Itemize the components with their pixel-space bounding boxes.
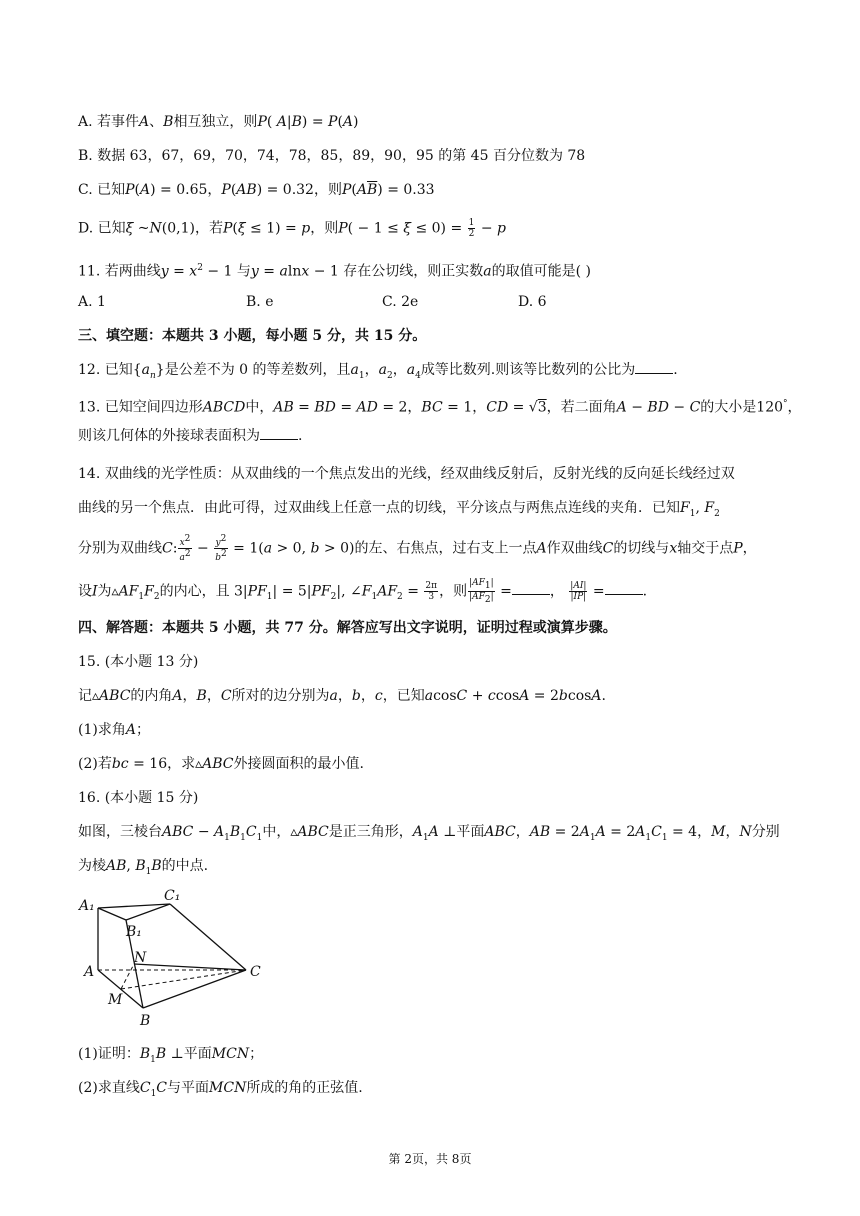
label-m: M <box>108 992 123 1008</box>
edge-mc-hidden <box>121 970 246 989</box>
q13-stem: 13. 已知空间四边形ABCD中，AB = BD = AD = 2，BC = 1，CD = √3，若二面角A − BD − C的大小是120°， <box>78 399 802 416</box>
section-4-title: 四、解答题：本题共 5 小题，共 77 分。解答应写出文字说明，证明过程或演算步骤。 <box>78 620 617 636</box>
q16-stem-line1: 如图，三棱台ABC − $A_1B_1C_1$中，▵ABC是正三角形，$A_1A$ ⊥平面ABC，AB = $2A_1A = 2A_1C_1 = 4$，M，N分别 <box>78 824 780 843</box>
q14-line2: 曲线的另一个焦点．由此可得，过双曲线上任意一点的切线，平分该点与两焦点连线的夹角．已知$F_1$, $F_2$ <box>78 500 720 519</box>
label-b1: B₁ <box>126 924 142 940</box>
edge-mn-hidden <box>121 964 134 989</box>
q11-option-d: D. 6 <box>518 294 547 310</box>
label-n: N <box>134 950 147 966</box>
q11-option-c: C. 2e <box>382 294 419 310</box>
label-a: A <box>84 964 95 980</box>
page-footer: 第 2页，共 8页 <box>388 1152 472 1166</box>
q14-line1: 14. 双曲线的光学性质：从双曲线的一个焦点发出的光线，经双曲线反射后，反射光线的反向延长线经过双 <box>78 466 735 482</box>
q10-option-b: B. 数据 63，67，69，70，74，78，85，89，90，95 的第 45 百分位数为 78 <box>78 148 586 164</box>
label-c: C <box>250 964 261 980</box>
q13-line2: 则该几何体的外接球表面积为 . <box>78 428 303 444</box>
edge-bc <box>143 970 246 1008</box>
q15-header: 15. (本小题 13 分) <box>78 654 199 670</box>
label-a1: A₁ <box>79 898 95 914</box>
q10-option-d: D. 已知ξ ~N(0,1)，若P(ξ ≤ 1) = p，则P( − 1 ≤ ξ ≤ 0) = $\frac{1}{2}$ − p <box>78 218 506 239</box>
q10-option-c: C. 已知P(A) = 0.65，P(AB) = 0.32，则$P(A\overline{B}) = 0.33$ <box>78 182 435 198</box>
q16-stem-line2: 为棱AB, $B_1B$的中点. <box>78 858 209 877</box>
edge-c1c <box>170 904 246 970</box>
edge-nc <box>134 964 246 970</box>
q12-stem: 12. 已知$\{a_n\}$是公差不为 0 的等差数列，且$a_1$，$a_2$，$a_4$成等比数列.则该等比数列的公比为 . <box>78 362 678 381</box>
q11-option-b: B. e <box>246 294 274 310</box>
q11-option-a: A. 1 <box>78 294 106 310</box>
q14-line4: 设I为$▵AF_1F_2$的内心，且 $3|PF_1| = 5|PF_2|$, $\angle F_1AF_2$ = $\frac{2\pi}{3}$ ，则 $\frac{|AF_1|}{|AF_2|}$ = ， $\frac{|AI|}{|IP|}$ = . <box>78 578 648 605</box>
edge-a1b1 <box>98 908 126 920</box>
figure-hidden-edges <box>98 964 246 989</box>
q10-option-a: A. 若事件A、B相互独立，则P( A|B) = P(A) <box>78 114 359 130</box>
q16-part2: (2)求直线$C_1C$与平面MCN所成的角的正弦值. <box>78 1080 363 1099</box>
q14-line3: 分别为双曲线C: $\frac{x^2}{a^2}$ − $\frac{y^2}{b^2}$ = 1(a > 0, b > 0)的左、右焦点，过右支上一点A作双曲线C的切线与x轴交于点P， <box>78 534 757 563</box>
q16-part1: (1)证明：$B_1B$ ⊥平面MCN； <box>78 1046 264 1065</box>
label-b: B <box>140 1013 151 1029</box>
q15-part2: (2)若bc = 16，求▵ABC外接圆面积的最小值. <box>78 756 364 772</box>
q16-header: 16. (本小题 15 分) <box>78 790 199 806</box>
q15-part1: (1)求角A； <box>78 722 150 738</box>
q15-stem: 记▵ABC的内角A，B，C所对的边分别为a，b，c，已知acosC + ccosA = 2bcosA. <box>78 688 606 704</box>
frustum-figure <box>76 888 276 1038</box>
label-c1: C₁ <box>164 888 181 904</box>
section-3-title: 三、填空题：本题共 3 小题，每小题 5 分，共 15 分。 <box>78 328 427 344</box>
q11-stem: 11. 若两曲线$y = x^2 - 1$ 与y = alnx − 1 存在公切线，则正实数a的取值可能是( ) <box>78 263 591 280</box>
